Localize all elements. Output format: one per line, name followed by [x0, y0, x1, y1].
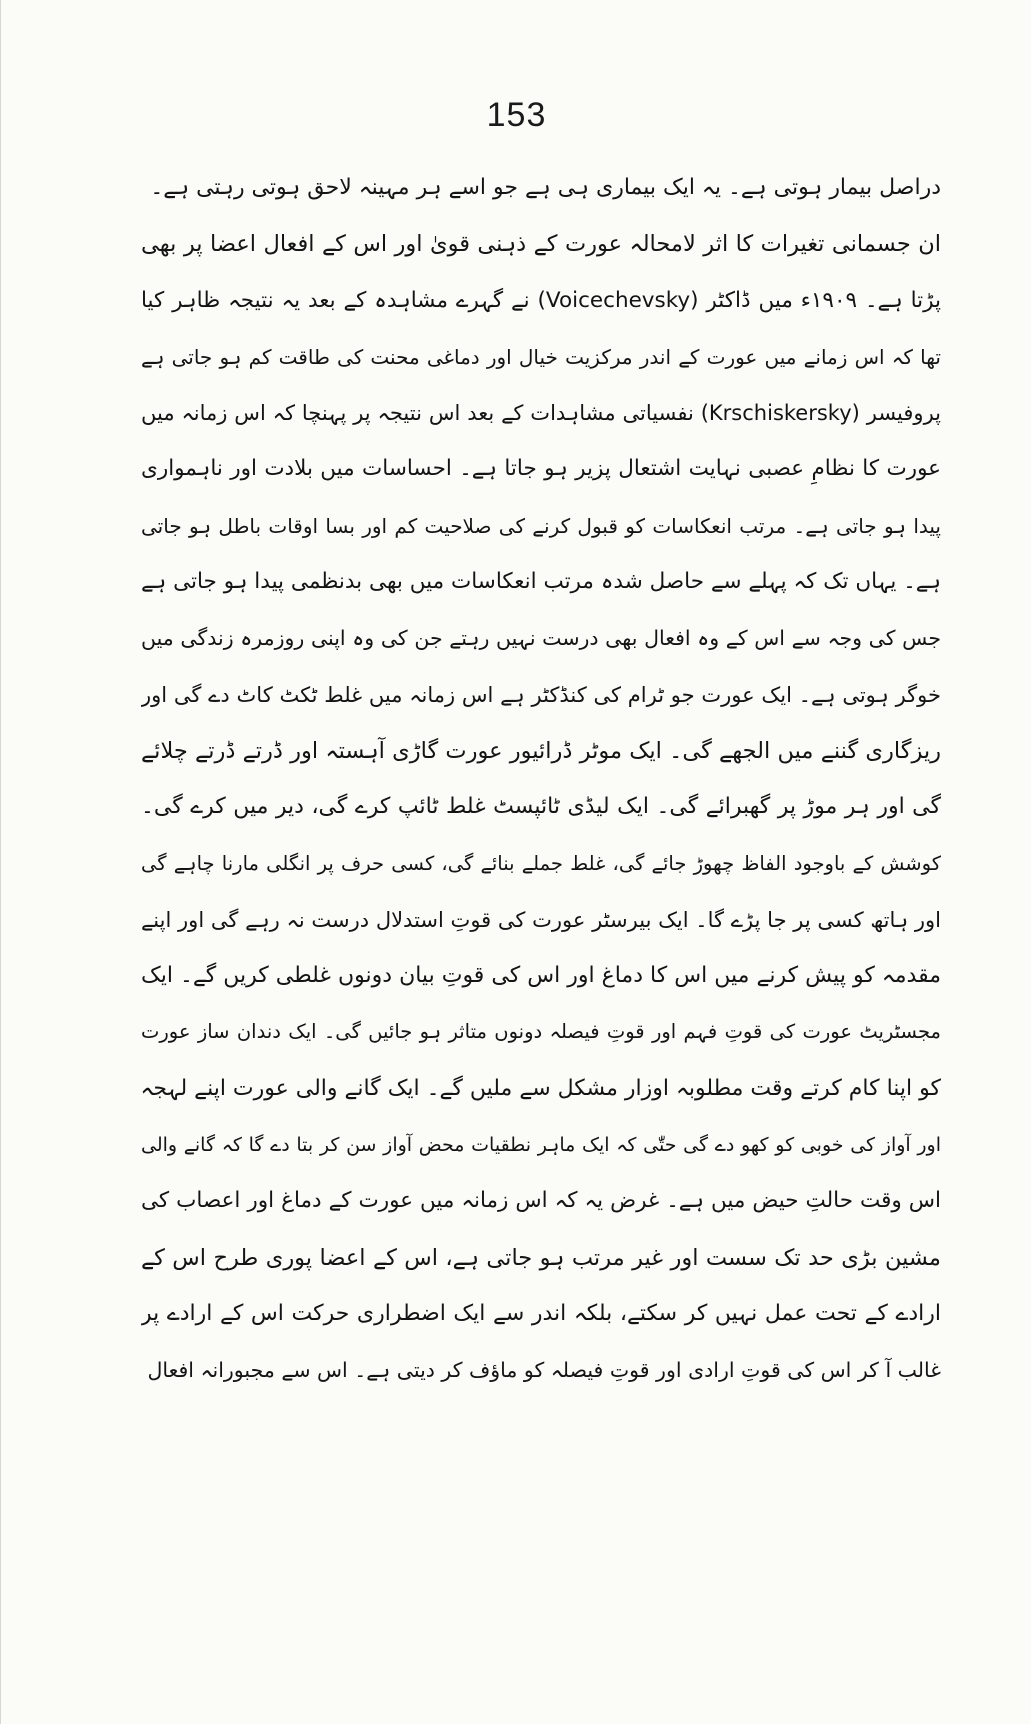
text-line: خوگر ہوتی ہے۔ ایک عورت جو ٹرام کی کنڈکٹر ہے اس زمانہ میں غلط ٹکٹ کاٹ دے گی اور	[141, 682, 941, 707]
text-line: اس وقت حالتِ حیض میں ہے۔ غرض یہ کہ اس زمانہ میں عورت کے دماغ اور اعصاب کی	[141, 1188, 941, 1214]
text-line: پڑتا ہے۔ ۱۹۰۹ء میں ڈاکٹر (Voicechevsky) نے گہرے مشاہدہ کے بعد یہ نتیجہ ظاہر کیا	[141, 287, 941, 313]
text-line: پیدا ہو جاتی ہے۔ مرتب انعکاسات کو قبول کرنے کی صلاحیت کم اور بسا اوقات باطل ہو جاتی	[141, 513, 941, 538]
text-line: مجسٹریٹ عورت کی قوتِ فہم اور قوتِ فیصلہ دونوں متاثر ہو جائیں گی۔ ایک دندان ساز عورت	[141, 1020, 941, 1044]
text-line: ہے۔ یہاں تک کہ پہلے سے حاصل شدہ مرتب انعکاسات میں بھی بدنظمی پیدا ہو جاتی ہے	[141, 569, 941, 595]
text-line: عورت کا نظامِ عصبی نہایت اشتعال پزیر ہو جاتا ہے۔ احساسات میں بلادت اور ناہمواری	[141, 456, 941, 482]
text-line: ارادے کے تحت عمل نہیں کر سکتے، بلکہ اندر سے ایک اضطراری حرکت اس کے ارادے پر	[141, 1300, 941, 1326]
text-line: اور ہاتھ کسی پر جا پڑے گا۔ ایک بیرسٹر عورت کی قوتِ استدلال درست نہ رہے گی اور اپنے	[141, 907, 941, 932]
text-line: مشین بڑی حد تک سست اور غیر مرتب ہو جاتی ہے، اس کے اعضا پوری طرح اس کے	[141, 1244, 941, 1271]
text-line: پروفیسر (Krschiskersky) نفسیاتی مشاہدات کے بعد اس نتیجہ پر پہنچا کہ اس زمانہ میں	[141, 401, 941, 426]
text-line: اور آواز کی خوبی کو کھو دے گی حتّٰی کہ ایک ماہر نطقیات محض آواز سن کر بتا دے گا کہ گانے والی	[141, 1134, 941, 1157]
text-line: کوشش کے باوجود الفاظ چھوڑ جائے گی، غلط جملے بنائے گی، کسی حرف پر انگلی مارنا چاہے گی	[141, 851, 941, 875]
text-line: مقدمہ کو پیش کرنے میں اس کا دماغ اور اس کی قوتِ بیان دونوں غلطی کریں گے۔ ایک	[141, 963, 941, 989]
text-line: دراصل بیمار ہوتی ہے۔ یہ ایک بیماری ہی ہے جو اسے ہر مہینہ لاحق ہوتی رہتی ہے۔	[150, 175, 941, 200]
text-line: تھا کہ اس زمانے میں عورت کے اندر مرکزیت خیال اور دماغی محنت کی طاقت کم ہو جاتی ہے	[141, 344, 941, 369]
text-line: ریزگاری گننے میں الجھے گی۔ ایک موٹر ڈرائیور عورت گاڑی آہستہ اور ڈرتے ڈرتے چلائے	[141, 737, 941, 764]
page-number: 153	[486, 96, 547, 134]
text-line: گی اور ہر موڑ پر گھبرائے گی۔ ایک لیڈی ٹائپسٹ غلط ٹائپ کرے گی، دیر میں کرے گی۔	[141, 794, 941, 820]
text-line: کو اپنا کام کرتے وقت مطلوبہ اوزار مشکل سے ملیں گے۔ ایک گانے والی عورت اپنے لہجہ	[141, 1075, 941, 1101]
text-line: غالب آ کر اس کی قوتِ ارادی اور قوتِ فیصلہ کو ماؤف کر دیتی ہے۔ اس سے مجبورانہ افعال	[147, 1358, 941, 1383]
text-line: ان جسمانی تغیرات کا اثر لامحالہ عورت کے ذہنی قویٰ اور اس کے افعال اعضا پر بھی	[141, 231, 941, 258]
text-line: جس کی وجہ سے اس کے وہ افعال بھی درست نہیں رہتے جن کی وہ اپنی روزمرہ زندگی میں	[141, 626, 941, 651]
page-body-text	[141, 160, 941, 1399]
